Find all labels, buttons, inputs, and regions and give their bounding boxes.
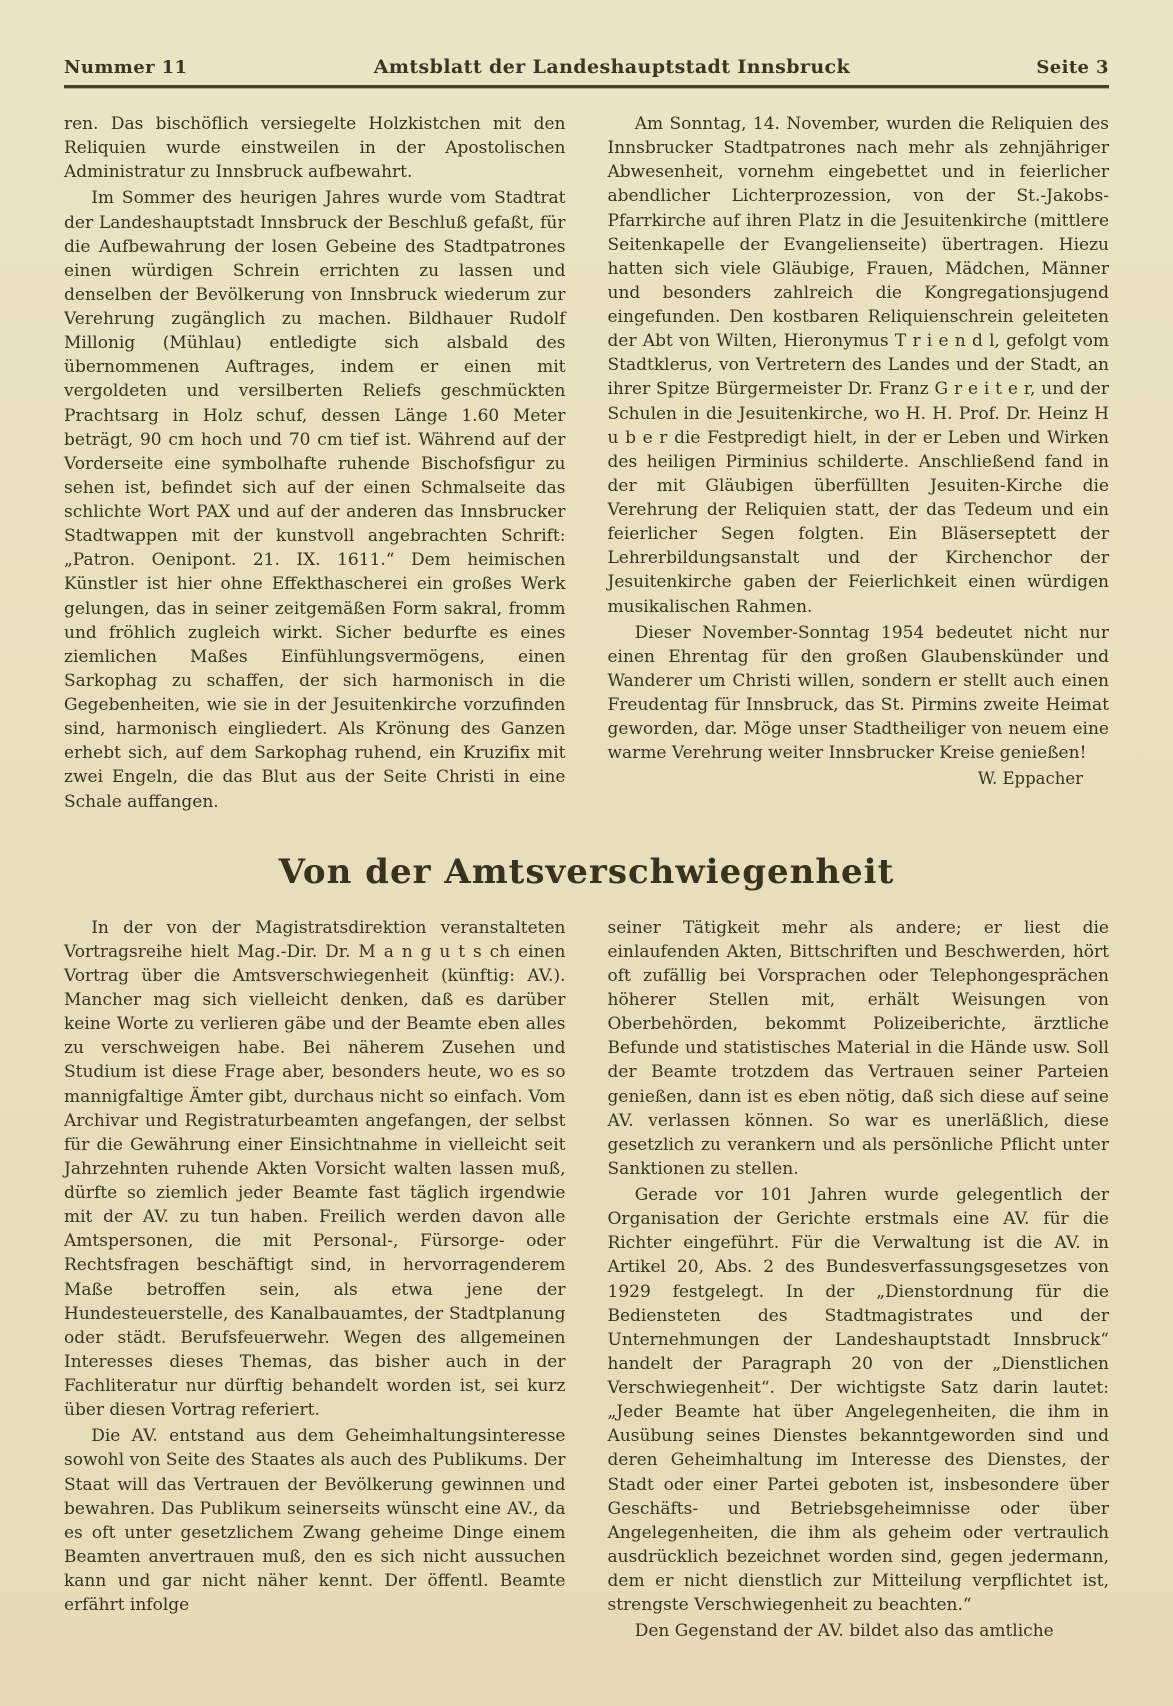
section-heading: Von der Amtsverschwiegenheit — [278, 851, 895, 892]
newspaper-title: Amtsblatt der Landeshauptstadt Innsbruck — [373, 56, 851, 78]
paragraph: Am Sonntag, 14. November, wurden die Reliquien des Innsbrucker Stadtpatrones nach mehr als zehnjähriger Abwesenheit, vornehm eingebettet und in feierlicher abendlicher Lichterprozession, von der St.-Jakobs-Pfarrkirche auf ihren Platz in die Jesuitenkirche (mittlere Seitenkapelle der Evangelienseite) übertragen. Hiezu hatten sich viele Gläubige, Frauen, Mädchen, Männer und besonders zahlreich die Kongregationsjugend eingefunden. Den kostbaren Reliquienschrein geleiteten der Abt von Wilten, Hieronymus T r i e n d l, gefolgt vom Stadtklerus, von Vertretern des Landes und der Stadt, an ihrer Spitze Bürgermeister Dr. Franz G r e i t e r, und der Schulen in die Jesuitenkirche, wo H. H. Prof. Dr. Heinz H u b e r die Festpredigt hielt, in der er Leben und Wirken des heiligen Pirminius schilderte. Anschließend fand in der mit Gläubigen überfüllten Jesuiten-Kirche die Verehrung der Reliquien statt, der das Tedeum und ein feierlicher Segen folgten. Ein Bläserseptett der Lehrerbildungsanstalt und der Kirchenchor der Jesuitenkirche gaben der Feierlichkeit einen würdigen musikalischen Rahmen. — [607, 114, 1109, 617]
paragraph: In der von der Magistratsdirektion veranstalteten Vortragsreihe hielt Mag.-Dir. Dr. M a n g u t s ch einen Vortrag über die Amtsverschwiegenheit (künftig: AV.). Mancher mag sich vielleicht denken, daß es darüber keine Worte zu verlieren gäbe und der Beamte eben alles zu verschweigen habe. Bei näherem Zusehen und Studium ist diese Frage aber, besonders heute, wo es so mannigfaltige Ämter gibt, durchaus nicht so einfach. Vom Archivar und Registraturbeamten angefangen, der selbst für die Gewährung einer Einsichtnahme in vielleicht seit Jahrzehnten ruhende Akten Vorsicht walten lassen muß, dürfte so ziemlich jeder Beamte fast täglich irgendwie mit der AV. zu tun haben. Freilich werden davon alle Amtspersonen, die mit Personal-, Fürsorge- oder Rechtsfragen beschäftigt sind, in hervorragenderem Maße betroffen sein, als etwa jene der Hundesteuerstelle, des Kanalbauamtes, der Stadtplanung oder städt. Berufsfeuerwehr. Wegen des allgemeinen Interesses dieses Themas, das bisher auch in der Fachliteratur nur dürftig behandelt worden ist, sei kurz über diesen Vortrag referiert. — [64, 917, 566, 1421]
article-reliquien — [64, 112, 1109, 816]
article-reliquien-left-column — [64, 112, 566, 816]
page-number: Seite 3 — [1036, 57, 1109, 78]
paragraph: Gerade vor 101 Jahren wurde gelegentlich der Organisation der Gerichte erstmals eine AV. für die Richter eingeführt. Für die Verwaltung ist die AV. in Artikel 20, Abs. 2 des Bundesverfassungsgesetzes von 1929 festgelegt. In der „Dienstordnung für die Bediensteten des Stadtmagistrates und der Unternehmungen der Landeshauptstadt Innsbruck“ handelt der Paragraph 20 von der „Dienstlichen Verschwiegenheit“. Der wichtigste Satz darin lautet: „Jeder Beamte hat über Angelegenheiten, die ihm in Ausübung seines Dienstes bekanntgeworden sind und deren Geheimhaltung im Interesse des Dienstes, der Stadt oder einer Partei geboten ist, insbesondere über Geschäfts- und Betriebsgeheimnisse oder über Angelegenheiten, die ihm als geheim oder vertraulich ausdrücklich bezeichnet worden sind, gegen jedermann, dem er nicht dienstlich zur Mitteilung verpflichtet ist, strengste Verschwiegenheit zu beachten.“ — [607, 1185, 1109, 1616]
author-signature: W. Eppacher — [977, 769, 1083, 789]
paragraph: seiner Tätigkeit mehr als andere; er liest die einlaufenden Akten, Bittschriften und Beschwerden, hört oft zufällig bei Vorsprachen oder Telephongesprächen höherer Stellen mit, erhält Weisungen von Oberbehörden, bekommt Polizeiberichte, ärztliche Befunde und statistisches Material in die Hände usw. Soll der Beamte trotzdem das Vertrauen seiner Parteien genießen, dann ist es eben nötig, daß sich diese auf seine AV. verlassen können. So war es unerläßlich, diese gesetzlich zu verankern und als persönliche Pflicht unter Sanktionen zu stellen. — [607, 917, 1109, 1179]
paragraph: Dieser November-Sonntag 1954 bedeutet nicht nur einen Ehrentag für den großen Glaubenskünder und Wanderer um Christi willen, sondern er stellt auch einen Freudentag für Innsbruck, das St. Pirmins zweite Heimat geworden, dar. Möge unser Stadtheiliger von neuem eine warme Verehrung weiter Innsbrucker Kreise genießen! — [607, 622, 1109, 764]
article-reliquien-right-column — [608, 112, 1110, 816]
paragraph: Den Gegenstand der AV. bildet also das amtliche — [634, 1621, 1054, 1642]
article-amtsverschwiegenheit-right-column — [608, 916, 1110, 1646]
issue-number: Nummer 11 — [64, 57, 188, 78]
page-header — [64, 56, 1109, 78]
paragraph: Im Sommer des heurigen Jahres wurde vom Stadtrat der Landeshauptstadt Innsbruck der Beschluß gefaßt, für die Aufbewahrung der losen Gebeine des Stadtpatrones einen würdigen Schrein errichten zu lassen und denselben der Bevölkerung von Innsbruck wiederum zur Verehrung zugänglich zu machen. Bildhauer Rudolf Millonig (Mühlau) entledigte sich alsbald des übernommenen Auftrages, indem er einen mit vergoldeten und versilberten Reliefs geschmückten Prachtsarg in Holz schuf, dessen Länge 1.60 Meter beträgt, 90 cm hoch und 70 cm tief ist. Während auf der Vorderseite eine symbolhafte ruhende Bischofsfigur zu sehen ist, befindet sich auf der einen Schmalseite das schlichte Wort PAX und auf der anderen das Innsbrucker Stadtwappen mit der kunstvoll angebrachten Schrift: „Patron. Oenipont. 21. IX. 1611.“ Dem heimischen Künstler ist hier ohne Effekthascherei ein großes Werk gelungen, das in seiner zeitgemäßen Form sakral, fromm und fröhlich zugleich wirkt. Sicher bedurfte es eines ziemlichen Maßes Einfühlungsvermögens, einen Sarkophag zu schaffen, der sich harmonisch in die Gegebenheiten, wie sie in der Jesuitenkirche vorzufinden sind, harmonisch eingliedert. Als Krönung des Ganzen erhebt sich, auf dem Sarkophag ruhend, ein Kruzifix mit zwei Engeln, die das Blut aus der Seite Christi in eine Schale auffangen. — [64, 188, 566, 812]
article-amtsverschwiegenheit-left-column — [64, 916, 566, 1646]
article-amtsverschwiegenheit — [64, 916, 1109, 1646]
header-rule — [64, 85, 1109, 88]
paragraph: ren. Das bischöflich versiegelte Holzkistchen mit den Reliquien wurde einstweilen in der Apostolischen Administratur zu Innsbruck aufbewahrt. — [64, 114, 566, 183]
paragraph: Die AV. entstand aus dem Geheimhaltungsinteresse sowohl von Seite des Staates als auch des Publikums. Der Staat will das Vertrauen der Bevölkerung gewinnen und bewahren. Das Publikum seinerseits wünscht eine AV., da es oft unter gesetzlichem Zwang geheime Dinge einem Beamten anvertrauen muß, den es sich nicht aussuchen kann und gar nicht näher kennt. Der öffentl. Beamte erfährt infolge — [64, 1426, 566, 1616]
